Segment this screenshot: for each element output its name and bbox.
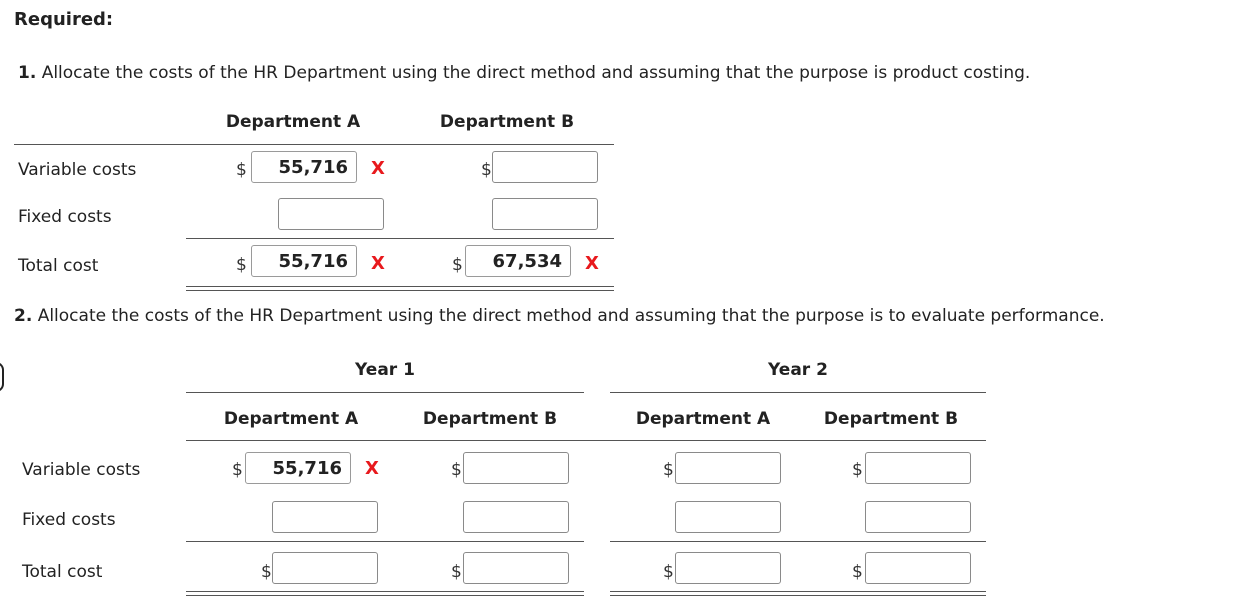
- part2-y2-tot-a-dollar: $: [663, 562, 674, 582]
- part2-y2-var-b-input[interactable]: [865, 452, 971, 484]
- part2-y1-var-b-input[interactable]: [463, 452, 569, 484]
- part2-total-rule-y2: [610, 541, 986, 542]
- part2-number: 2.: [14, 306, 33, 326]
- part2-label-total: Total cost: [22, 562, 103, 582]
- part2-label-fixed: Fixed costs: [22, 510, 116, 530]
- part1-tot-a-input[interactable]: [251, 245, 357, 277]
- part2-instruction-text: Allocate the costs of the HR Department using the direct method and assuming that the purpose is to evaluate performance.: [37, 306, 1105, 326]
- part2-header-y1-dept-b: Department B: [422, 409, 558, 429]
- part2-y1-var-a-dollar: $: [232, 460, 243, 480]
- part2-header-year2: Year 2: [768, 360, 828, 380]
- part2-y2-var-a-input[interactable]: [675, 452, 781, 484]
- part1-tot-b-wrong-icon: X: [585, 253, 599, 274]
- part2-y2-fix-b-input[interactable]: [865, 501, 971, 533]
- part2-label-variable: Variable costs: [22, 460, 141, 480]
- part1-var-b-input[interactable]: [492, 151, 598, 183]
- part1-instruction: [18, 63, 1030, 83]
- part2-header-y2-dept-a: Department A: [635, 409, 771, 429]
- part2-y1-fix-b-input[interactable]: [463, 501, 569, 533]
- part2-total-rule-y1: [186, 541, 584, 542]
- part2-y2-fix-a-input[interactable]: [675, 501, 781, 533]
- part2-grand-total-rule-y2: [610, 591, 986, 596]
- part1-tot-a-dollar: $: [236, 255, 247, 275]
- part1-fix-b-input[interactable]: [492, 198, 598, 230]
- part1-tot-a-wrong-icon: X: [371, 253, 385, 274]
- part1-var-a-dollar: $: [236, 160, 247, 180]
- part1-number: 1.: [18, 63, 37, 83]
- part2-y1-var-b-dollar: $: [451, 460, 462, 480]
- part2-y1-var-a-input[interactable]: [245, 452, 351, 484]
- part1-label-variable: Variable costs: [18, 160, 137, 180]
- part1-fix-a-input[interactable]: [278, 198, 384, 230]
- part2-y1-tot-b-input[interactable]: [463, 552, 569, 584]
- part2-header-year1: Year 1: [355, 360, 415, 380]
- part2-y2-tot-a-input[interactable]: [675, 552, 781, 584]
- part2-y1-tot-a-dollar: $: [261, 562, 272, 582]
- part2-header-rule: [186, 440, 986, 441]
- part1-var-a-wrong-icon: X: [371, 158, 385, 179]
- part1-label-total: Total cost: [18, 256, 99, 276]
- part1-tot-b-dollar: $: [452, 255, 463, 275]
- part1-instruction-text: Allocate the costs of the HR Department using the direct method and assuming that the purpose is product costing.: [41, 63, 1031, 83]
- part1-grand-total-rule: [186, 286, 614, 291]
- part2-header-y1-dept-a: Department A: [223, 409, 359, 429]
- part1-header-rule: [14, 144, 614, 145]
- part2-y2-tot-b-input[interactable]: [865, 552, 971, 584]
- part2-y1-fix-a-input[interactable]: [272, 501, 378, 533]
- part1-tot-b-input[interactable]: [465, 245, 571, 277]
- part2-year2-rule: [610, 392, 986, 393]
- part1-var-b-dollar: $: [481, 160, 492, 180]
- part2-grand-total-rule-y1: [186, 591, 584, 596]
- part1-header-dept-a: Department A: [225, 112, 361, 132]
- part1-var-a-input[interactable]: [251, 151, 357, 183]
- part2-y2-var-b-dollar: $: [852, 460, 863, 480]
- part2-y2-tot-b-dollar: $: [852, 562, 863, 582]
- part2-y1-tot-b-dollar: $: [451, 562, 462, 582]
- left-edge-marker: [0, 362, 4, 392]
- part2-year1-rule: [186, 392, 584, 393]
- part1-header-dept-b: Department B: [439, 112, 575, 132]
- part2-header-y2-dept-b: Department B: [823, 409, 959, 429]
- part2-y2-var-a-dollar: $: [663, 460, 674, 480]
- part2-y1-tot-a-input[interactable]: [272, 552, 378, 584]
- required-heading: Required:: [14, 9, 114, 30]
- part1-total-rule: [186, 238, 614, 239]
- part2-instruction: [14, 306, 1105, 326]
- part1-label-fixed: Fixed costs: [18, 207, 112, 227]
- part2-y1-var-a-wrong-icon: X: [365, 458, 379, 479]
